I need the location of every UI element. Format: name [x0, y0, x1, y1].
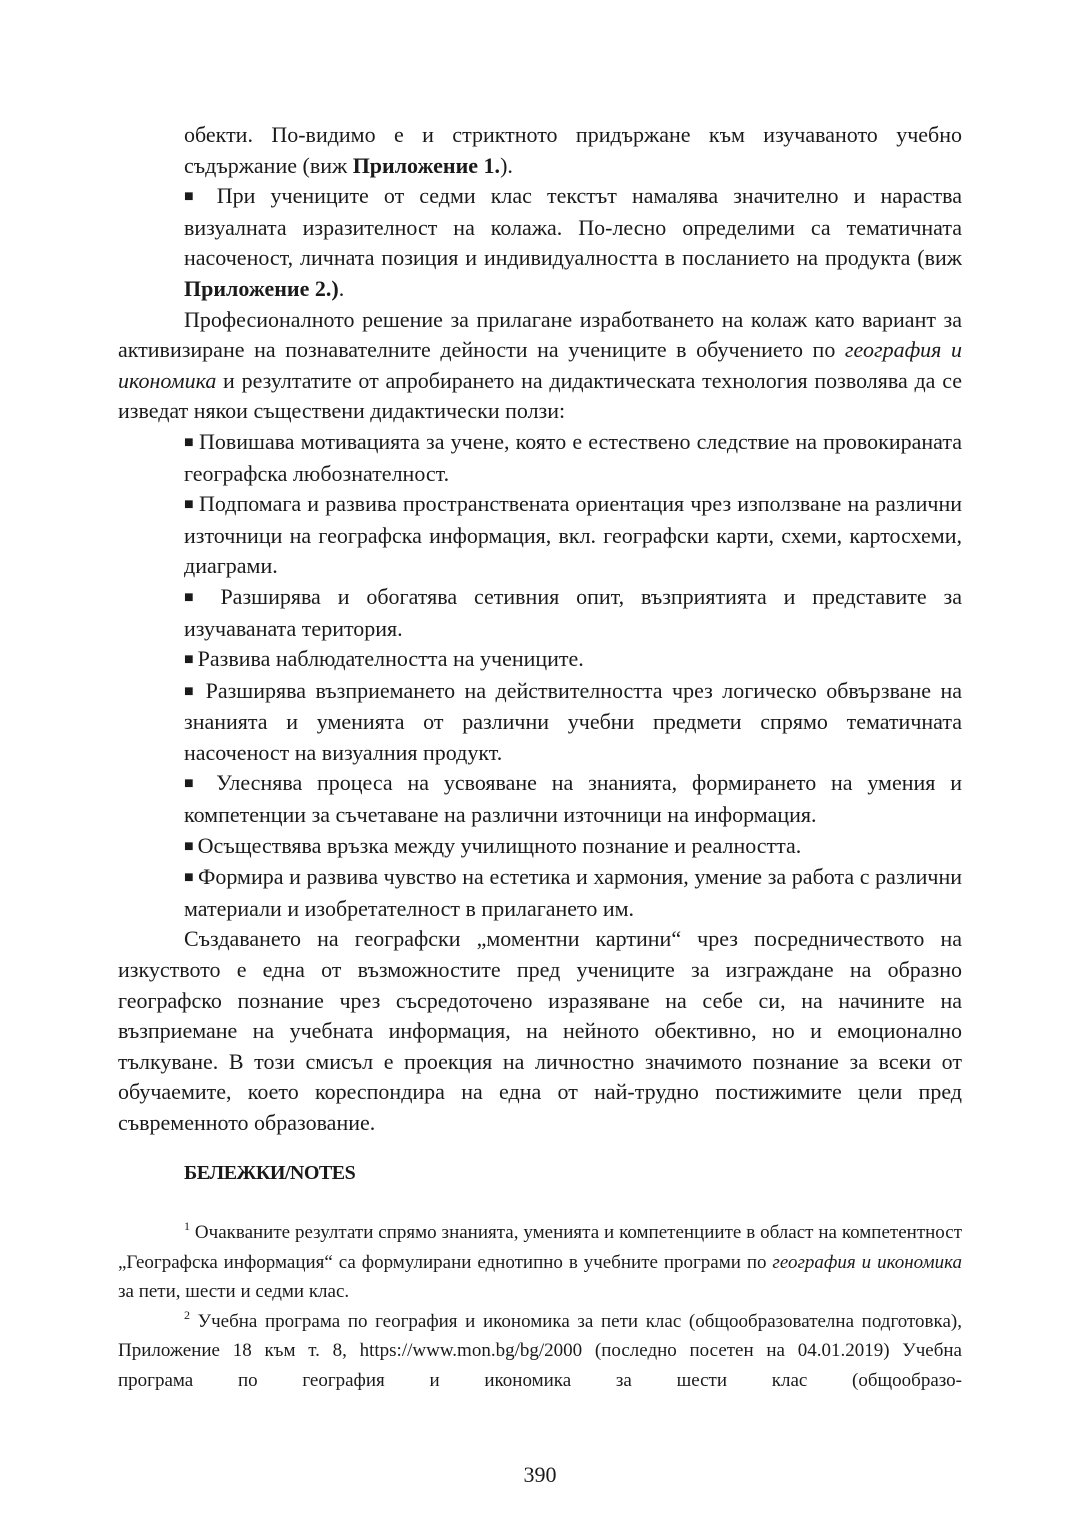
benefits-intro-paragraph: Професионалното решение за прилагане изработването на колаж като вариант за активизиране на познавателните дейности на учениците в обучението по география и икономика и резултатите от апробирането на дидактическата технология позволява да се изведат някои съществени дидактически ползи: — [118, 306, 962, 424]
notes-heading: БЕЛЕЖКИ/NOTES — [184, 1162, 356, 1184]
appendix-1-reference: Приложение 1. — [352, 152, 501, 178]
page-number: 390 — [523, 1462, 557, 1487]
appendix-2-reference: Приложение 2.) — [184, 275, 339, 301]
benefit-item: ■ Подпомага и развива пространствената ориентация чрез използване на различни източници на географска информация, вкл. географски карти, схеми, картосхеми, диаграми. — [184, 489, 962, 582]
intro-paragraph: обекти. По-видимо е и стриктното придържане към изучаваното учебно съдържание (виж Приложение 1.). — [184, 122, 962, 178]
benefit-item: ■ Разширява възприемането на действителността чрез логическо обвързване на знанията и уменията от различни учебни предмети спрямо тематичната насоченост на визуалния продукт. — [184, 676, 962, 769]
notes-section — [118, 1218, 962, 1395]
footnote-1: $^1$ Очакваните резултати спрямо знанията, уменията и компетенциите в област на компетентност „Географска информация“ са формулирани еднотипно в учебните програми по география и икономика за пети, шести и седми клас. — [118, 1219, 962, 1302]
benefit-item: ■ Разширява и обогатява сетивния опит, възприятията и представите за изучаваната територия. — [184, 582, 962, 644]
benefit-item: ■ Повишава мотивацията за учене, която е естествено следствие на провокираната географска любознателност. — [184, 427, 962, 489]
benefit-item: ■ Улеснява процеса на усвояване на знанията, формирането на умения и компетенции за съчетаване на различни източници на информация. — [184, 768, 962, 830]
seventh-grade-bullet: ■ При учениците от седми клас текстът намалява значително и нараства визуалната изразителност на колажа. По-лесно определими са тематичната насоченост, личната позиция и индивидуалността в посланието на продукта (виж Приложение 2.). — [184, 181, 962, 304]
benefit-item: ■ Формира и развива чувство на естетика и хармония, умение за работа с различни материали и изобретателност в прилагането им. — [184, 862, 962, 924]
benefit-item: ■ Осъществява връзка между училищното познание и реалността. — [184, 831, 962, 863]
footnote-2: $^2$ Учебна програма по география и икономика за пети клас (общообразователна подготовка), Приложение 18 към т. 8, https://www.mon.bg/bg/2000 (последно посетен на 04.01.2019) Учебна програма по география и икономика за шести клас (общообразо- — [118, 1307, 962, 1391]
benefit-item: ■ Развива наблюдателността на учениците. — [184, 644, 962, 676]
body-text — [118, 120, 962, 1139]
conclusion-paragraph: Създаването на географски „моментни картини“ чрез посредничеството на изкуството е една от възможностите пред учениците за изграждане на образно географско познание чрез съсредоточено изразяване на себе си, на начините на възприемане на учебната информация, на нейното обективно, но и емоционално тълкуване. В този смисъл е проекция на личностно значимото познание за всеки от обучаемите, което кореспондира на една от най-трудно постижимите цели пред съвременното образование. — [118, 926, 962, 1135]
